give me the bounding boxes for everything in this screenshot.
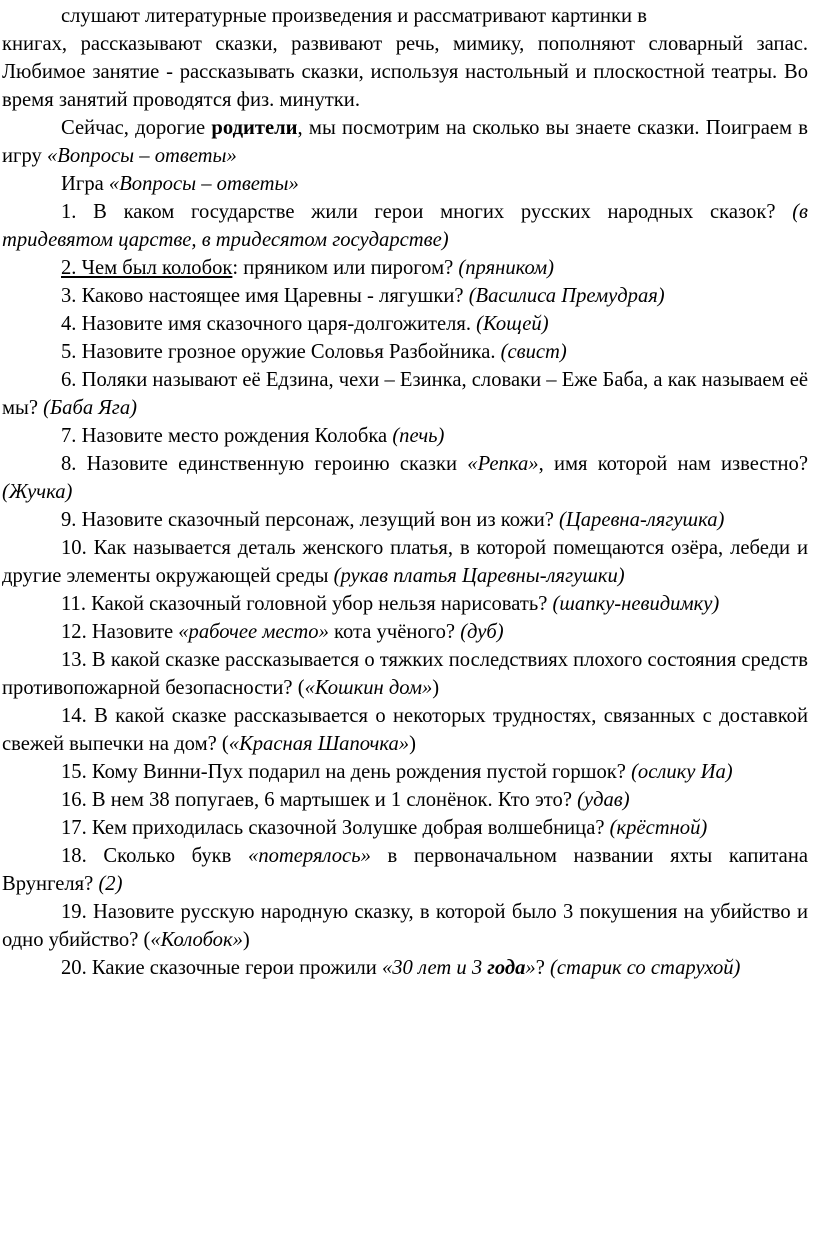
- question-text: 8. Назовите единственную героиню сказки: [61, 453, 468, 475]
- question-text: 18. Сколько букв: [61, 845, 249, 867]
- answer-text: (удав): [577, 789, 630, 811]
- invite-game-name: «Вопросы – ответы»: [46, 145, 237, 167]
- question-item: [2, 954, 808, 982]
- game-heading-name: «Вопросы – ответы»: [108, 173, 299, 195]
- answer-text: (в тридевятом царстве, в тридесятом государстве): [2, 201, 808, 251]
- answer-text: (дуб): [460, 621, 504, 643]
- invite-text: Сейчас, дорогие: [61, 117, 212, 139]
- question-text: 13. В какой сказке рассказывается о тяжких последствиях плохого состояния средств противопожарной безопасности? (: [2, 649, 808, 699]
- question-quoted-text: «30 лет и 3: [381, 957, 488, 979]
- answer-text: (рукав платья Царевны-лягушки): [333, 565, 625, 587]
- answer-text: (Жучка): [2, 481, 73, 503]
- question-underlined-text: 2. Чем был колобок: [61, 257, 233, 279]
- question-item: [2, 646, 808, 702]
- question-text-end: ): [432, 677, 440, 699]
- answer-text: «Кошкин дом»: [304, 677, 433, 699]
- question-text: 9. Назовите сказочный персонаж, лезущий вон из кожи?: [61, 509, 560, 531]
- question-text: 14. В какой сказке рассказывается о некоторых трудностях, связанных с доставкой свежей выпечки на дом? (: [2, 705, 808, 755]
- game-heading: [2, 170, 808, 198]
- question-text: 5. Назовите грозное оружие Соловья Разбойника.: [61, 341, 501, 363]
- question-item: [2, 198, 808, 254]
- answer-text: «Колобок»: [150, 929, 243, 951]
- intro-rest: книгах, рассказывают сказки, развивают речь, мимику, пополняют словарный запас. Любимое занятие - рассказывать сказки, используя настольный и плоскостной театры. Во время занятий проводятся физ. минутки.: [2, 33, 808, 111]
- question-item: [2, 814, 808, 842]
- question-item: [2, 842, 808, 898]
- question-text: : пряником или пирогом?: [232, 257, 459, 279]
- question-text: 15. Кому Винни-Пух подарил на день рождения пустой горшок?: [61, 761, 632, 783]
- intro-line-1: слушают литературные произведения и рассматривают картинки в: [61, 5, 647, 27]
- answer-text: (2): [98, 873, 123, 895]
- answer-text: «Красная Шапочка»: [228, 733, 410, 755]
- question-item: [2, 590, 808, 618]
- question-text: 7. Назовите место рождения Колобка: [61, 425, 393, 447]
- question-text-continued: ?: [535, 957, 550, 979]
- question-text-end: ): [242, 929, 250, 951]
- answer-text: (Царевна-лягушка): [559, 509, 725, 531]
- question-item: [2, 366, 808, 422]
- answer-text: (Баба Яга): [43, 397, 138, 419]
- invite-text-2: , мы посмотрим на сколько вы знаете сказки. Поиграем в игру: [2, 117, 808, 167]
- game-heading-text: Игра: [61, 173, 109, 195]
- answer-text: (шапку-невидимку): [552, 593, 720, 615]
- question-item: [2, 618, 808, 646]
- question-text: 4. Назовите имя сказочного царя-долгожителя.: [61, 313, 477, 335]
- question-text-continued: кота учёного?: [328, 621, 461, 643]
- question-item: [2, 786, 808, 814]
- question-text-end: ): [409, 733, 416, 755]
- question-text-continued: в первоначальном названии яхты капитана Врунгеля?: [2, 845, 808, 895]
- question-text: 19. Назовите русскую народную сказку, в которой было 3 покушения на убийство и одно убийство? (: [2, 901, 808, 951]
- question-item: [2, 758, 808, 786]
- question-text: 20. Какие сказочные герои прожили: [61, 957, 382, 979]
- question-text: 17. Кем приходилась сказочной Золушке добрая волшебница?: [61, 817, 610, 839]
- question-quoted-text: «Репка»: [467, 453, 539, 475]
- question-item: [2, 702, 808, 758]
- question-item: [2, 310, 808, 338]
- question-item: [2, 898, 808, 954]
- question-item: [2, 534, 808, 590]
- intro-paragraph: [2, 2, 808, 114]
- answer-text: (Василиса Премудрая): [468, 285, 665, 307]
- question-text: 11. Какой сказочный головной убор нельзя нарисовать?: [61, 593, 553, 615]
- answer-text: (Кощей): [476, 313, 549, 335]
- question-quoted-text: «рабочее место»: [178, 621, 329, 643]
- answer-text: (ослику Иа): [631, 761, 733, 783]
- question-text: 10. Как называется деталь женского платья, в которой помещаются озёра, лебеди и другие элементы окружающей среды: [2, 537, 808, 587]
- answer-text: (старик со старухой): [550, 957, 741, 979]
- invite-paragraph: [2, 114, 808, 170]
- question-quoted-text-end: »: [525, 957, 536, 979]
- question-text: 12. Назовите: [61, 621, 179, 643]
- answer-text: (крёстной): [609, 817, 708, 839]
- question-item: [2, 338, 808, 366]
- question-text: 3. Каково настоящее имя Царевны - лягушки?: [61, 285, 469, 307]
- question-item: [2, 282, 808, 310]
- question-item: [2, 254, 808, 282]
- answer-text: (печь): [392, 425, 445, 447]
- question-text-continued: , имя которой нам известно?: [538, 453, 808, 475]
- question-text: 16. В нем 38 попугаев, 6 мартышек и 1 слонёнок. Кто это?: [61, 789, 578, 811]
- question-list: [2, 198, 808, 982]
- question-text: 1. В каком государстве жили герои многих русских народных сказок?: [61, 201, 793, 223]
- question-item: [2, 422, 808, 450]
- answer-text: (пряником): [458, 257, 555, 279]
- question-quoted-text: «потерялось»: [248, 845, 371, 867]
- question-text: 6. Поляки называют её Едзина, чехи – Езинка, словаки – Еже Баба, а как называем её мы?: [2, 369, 809, 419]
- question-bold-italic-text: года: [487, 957, 526, 979]
- question-item: [2, 506, 808, 534]
- answer-text: (свист): [500, 341, 567, 363]
- invite-bold-word: родители: [211, 117, 298, 139]
- question-item: [2, 450, 808, 506]
